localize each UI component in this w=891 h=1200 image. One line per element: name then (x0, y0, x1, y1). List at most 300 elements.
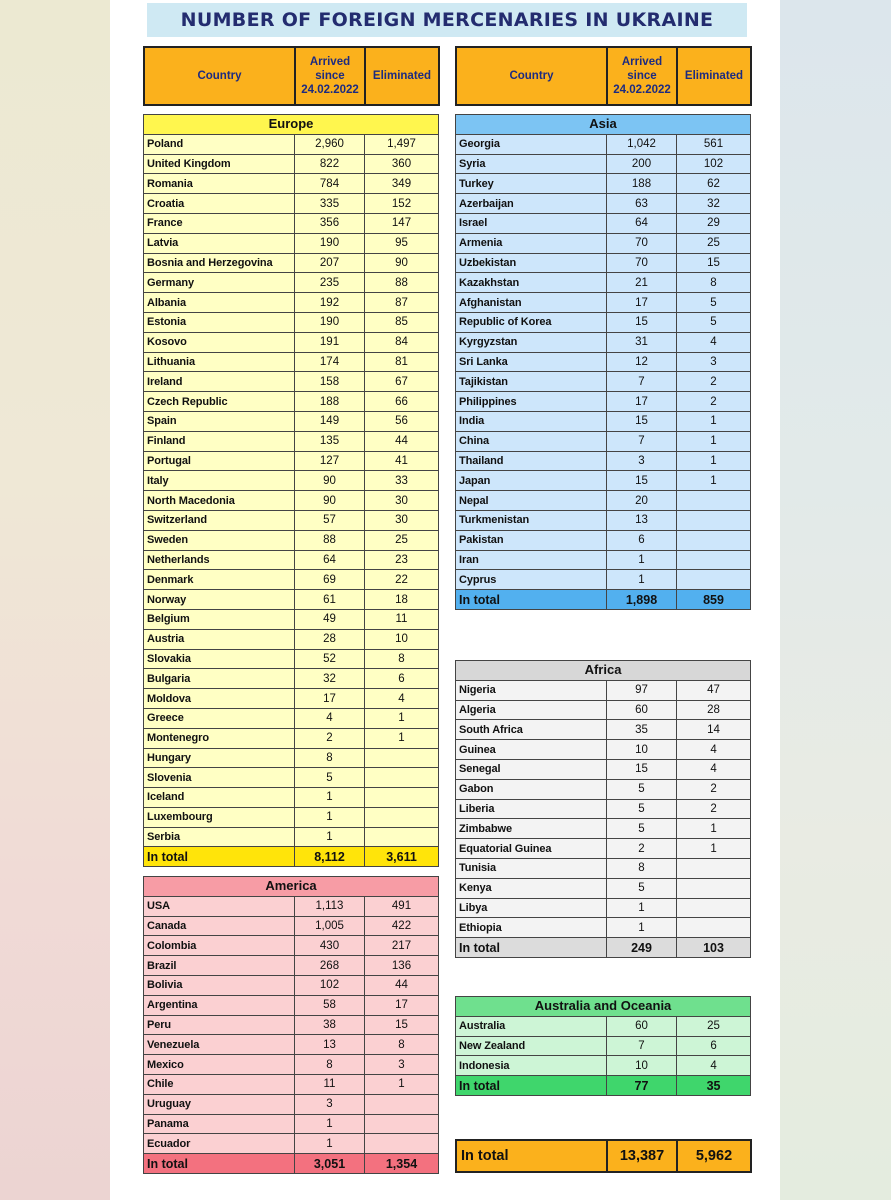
country-cell: Italy (144, 471, 295, 491)
table-row (456, 819, 751, 839)
arrived-cell: 15 (607, 411, 677, 431)
table-row (456, 273, 751, 293)
arrived-cell: 61 (295, 590, 365, 610)
country-cell: Georgia (456, 134, 607, 154)
eliminated-cell: 81 (365, 352, 439, 372)
eliminated-cell: 11 (365, 609, 439, 629)
table-row (144, 1015, 439, 1035)
total-label: In total (144, 1154, 295, 1174)
table-row (456, 392, 751, 412)
table-row (456, 700, 751, 720)
header-eliminated: Eliminated (677, 47, 751, 105)
arrived-cell: 268 (295, 956, 365, 976)
country-cell: Tunisia (456, 858, 607, 878)
africa-region-header (456, 661, 751, 681)
arrived-cell: 5 (607, 819, 677, 839)
table-row (456, 510, 751, 530)
eliminated-cell: 4 (677, 759, 751, 779)
arrived-cell: 3 (607, 451, 677, 471)
table-row (144, 154, 439, 174)
country-cell: Uzbekistan (456, 253, 607, 273)
table-row (144, 194, 439, 214)
country-cell: Croatia (144, 194, 295, 214)
arrived-cell: 188 (295, 392, 365, 412)
background-right-blur (780, 0, 891, 1200)
arrived-cell: 20 (607, 491, 677, 511)
table-row (456, 740, 751, 760)
region-name: America (144, 877, 439, 897)
table-row (144, 491, 439, 511)
country-cell: Armenia (456, 233, 607, 253)
country-cell: Norway (144, 590, 295, 610)
eliminated-cell: 10 (365, 629, 439, 649)
europe-table (143, 114, 439, 867)
eliminated-cell: 23 (365, 550, 439, 570)
oceania-region-header (456, 997, 751, 1017)
country-cell: Azerbaijan (456, 194, 607, 214)
arrived-cell: 190 (295, 312, 365, 332)
arrived-cell: 158 (295, 372, 365, 392)
country-cell: Australia (456, 1016, 607, 1036)
table-row (144, 213, 439, 233)
america-table (143, 876, 439, 1174)
country-cell: Latvia (144, 233, 295, 253)
arrived-cell: 5 (607, 878, 677, 898)
country-cell: North Macedonia (144, 491, 295, 511)
header-arrived-line1: Arrived (309, 56, 351, 68)
country-cell: Afghanistan (456, 293, 607, 313)
arrived-cell: 97 (607, 680, 677, 700)
eliminated-cell: 1 (677, 819, 751, 839)
eliminated-cell: 349 (365, 174, 439, 194)
country-cell: Nepal (456, 491, 607, 511)
table-row (144, 372, 439, 392)
arrived-cell: 17 (607, 293, 677, 313)
country-cell: Slovenia (144, 768, 295, 788)
africa-table (455, 660, 751, 958)
country-cell: Algeria (456, 700, 607, 720)
arrived-cell: 7 (607, 372, 677, 392)
country-cell: Colombia (144, 936, 295, 956)
region-name: Europe (144, 115, 439, 135)
country-cell: South Africa (456, 720, 607, 740)
eliminated-cell (677, 550, 751, 570)
eliminated-cell: 87 (365, 293, 439, 313)
table-row (144, 411, 439, 431)
country-cell: Uruguay (144, 1094, 295, 1114)
table-row (144, 570, 439, 590)
asia-region-header (456, 115, 751, 135)
country-cell: United Kingdom (144, 154, 295, 174)
eliminated-cell: 8 (365, 1035, 439, 1055)
grand-total-row (456, 1140, 751, 1172)
table-row (144, 1114, 439, 1134)
arrived-cell: 1 (607, 550, 677, 570)
arrived-cell: 102 (295, 975, 365, 995)
country-cell: Greece (144, 708, 295, 728)
table-row (144, 431, 439, 451)
arrived-cell: 31 (607, 332, 677, 352)
arrived-cell: 57 (295, 510, 365, 530)
table-row (144, 332, 439, 352)
arrived-cell: 1,113 (295, 896, 365, 916)
total-eliminated: 103 (677, 938, 751, 958)
eliminated-cell: 2 (677, 779, 751, 799)
table-row (456, 759, 751, 779)
total-label: In total (456, 590, 607, 610)
eliminated-cell: 25 (365, 530, 439, 550)
country-cell: Denmark (144, 570, 295, 590)
arrived-cell: 60 (607, 1016, 677, 1036)
arrived-cell: 15 (607, 312, 677, 332)
eliminated-cell: 102 (677, 154, 751, 174)
arrived-cell: 69 (295, 570, 365, 590)
eliminated-cell (365, 1134, 439, 1154)
table-row (144, 995, 439, 1015)
country-cell: Peru (144, 1015, 295, 1035)
table-row (144, 312, 439, 332)
table-row (144, 728, 439, 748)
eliminated-cell: 44 (365, 975, 439, 995)
country-cell: Tajikistan (456, 372, 607, 392)
eliminated-cell: 17 (365, 995, 439, 1015)
eliminated-cell: 5 (677, 312, 751, 332)
table-row (144, 956, 439, 976)
header-arrived-line3: 24.02.2022 (301, 84, 359, 96)
arrived-cell: 58 (295, 995, 365, 1015)
arrived-cell: 1 (295, 788, 365, 808)
table-row (456, 253, 751, 273)
country-cell: Chile (144, 1074, 295, 1094)
eliminated-cell (677, 570, 751, 590)
table-row (456, 194, 751, 214)
eliminated-cell: 217 (365, 936, 439, 956)
table-row (456, 233, 751, 253)
arrived-cell: 4 (295, 708, 365, 728)
header-arrived-line1: Arrived (621, 56, 663, 68)
arrived-cell: 17 (607, 392, 677, 412)
eliminated-cell (677, 878, 751, 898)
table-row (456, 293, 751, 313)
table-row (456, 720, 751, 740)
country-cell: Estonia (144, 312, 295, 332)
total-label: In total (456, 1076, 607, 1096)
table-row (144, 293, 439, 313)
table-row (144, 669, 439, 689)
eliminated-cell: 22 (365, 570, 439, 590)
eliminated-cell: 84 (365, 332, 439, 352)
eliminated-cell: 66 (365, 392, 439, 412)
eliminated-cell: 1,497 (365, 134, 439, 154)
arrived-cell: 49 (295, 609, 365, 629)
arrived-cell: 174 (295, 352, 365, 372)
arrived-cell: 8 (295, 1055, 365, 1075)
country-cell: Guinea (456, 740, 607, 760)
arrived-cell: 7 (607, 1036, 677, 1056)
title-banner (147, 3, 747, 37)
table-row (144, 768, 439, 788)
eliminated-cell: 1 (365, 728, 439, 748)
table-row (456, 918, 751, 938)
eliminated-cell: 4 (365, 689, 439, 709)
total-eliminated: 35 (677, 1076, 751, 1096)
arrived-cell: 88 (295, 530, 365, 550)
background-left-blur (0, 0, 110, 1200)
country-cell: Zimbabwe (456, 819, 607, 839)
arrived-cell: 90 (295, 491, 365, 511)
country-cell: Ecuador (144, 1134, 295, 1154)
table-row (144, 530, 439, 550)
eliminated-cell: 152 (365, 194, 439, 214)
country-cell: Venezuela (144, 1035, 295, 1055)
country-cell: Kenya (456, 878, 607, 898)
total-label: In total (456, 938, 607, 958)
table-row (456, 332, 751, 352)
table-row (456, 550, 751, 570)
eliminated-cell (365, 807, 439, 827)
table-row (456, 431, 751, 451)
eliminated-cell: 25 (677, 1016, 751, 1036)
arrived-cell: 135 (295, 431, 365, 451)
country-cell: Poland (144, 134, 295, 154)
table-row (144, 708, 439, 728)
table-row (456, 530, 751, 550)
arrived-cell: 1 (295, 1114, 365, 1134)
country-cell: China (456, 431, 607, 451)
table-row (456, 858, 751, 878)
arrived-cell: 200 (607, 154, 677, 174)
table-row (456, 779, 751, 799)
table-row (144, 827, 439, 847)
total-arrived: 249 (607, 938, 677, 958)
header-country: Country (456, 47, 607, 105)
eliminated-cell: 3 (365, 1055, 439, 1075)
eliminated-cell: 6 (365, 669, 439, 689)
country-cell: Canada (144, 916, 295, 936)
arrived-cell: 192 (295, 293, 365, 313)
eliminated-cell: 28 (677, 700, 751, 720)
eliminated-cell: 561 (677, 134, 751, 154)
table-row (456, 411, 751, 431)
total-arrived: 77 (607, 1076, 677, 1096)
table-row (456, 570, 751, 590)
grand-total-label: In total (456, 1140, 607, 1172)
total-label: In total (144, 847, 295, 867)
eliminated-cell: 136 (365, 956, 439, 976)
eliminated-cell (677, 898, 751, 918)
table-row (144, 689, 439, 709)
left-column-header (143, 46, 440, 106)
africa-total-row (456, 938, 751, 958)
eliminated-cell: 56 (365, 411, 439, 431)
table-row (456, 312, 751, 332)
country-cell: Bolivia (144, 975, 295, 995)
eliminated-cell: 85 (365, 312, 439, 332)
oceania-total-row (456, 1076, 751, 1096)
table-row (456, 878, 751, 898)
country-cell: Israel (456, 213, 607, 233)
country-cell: Moldova (144, 689, 295, 709)
eliminated-cell (677, 510, 751, 530)
arrived-cell: 38 (295, 1015, 365, 1035)
arrived-cell: 356 (295, 213, 365, 233)
country-cell: Equatorial Guinea (456, 839, 607, 859)
header-country: Country (144, 47, 295, 105)
country-cell: Lithuania (144, 352, 295, 372)
eliminated-cell (365, 1094, 439, 1114)
table-row (456, 134, 751, 154)
country-cell: Iran (456, 550, 607, 570)
arrived-cell: 2,960 (295, 134, 365, 154)
grand-total-table (455, 1139, 752, 1173)
table-row (144, 936, 439, 956)
table-row (144, 273, 439, 293)
header-arrived-line3: 24.02.2022 (613, 84, 671, 96)
table-row (456, 898, 751, 918)
arrived-cell: 784 (295, 174, 365, 194)
country-cell: Turkmenistan (456, 510, 607, 530)
table-row (456, 352, 751, 372)
eliminated-cell: 32 (677, 194, 751, 214)
table-row (144, 1094, 439, 1114)
country-cell: Luxembourg (144, 807, 295, 827)
table-row (144, 550, 439, 570)
arrived-cell: 3 (295, 1094, 365, 1114)
header-arrived-line2: since (627, 70, 657, 82)
header-arrived (607, 47, 677, 105)
country-cell: Libya (456, 898, 607, 918)
america-total-row (144, 1154, 439, 1174)
country-cell: Pakistan (456, 530, 607, 550)
eliminated-cell (365, 1114, 439, 1134)
arrived-cell: 5 (607, 799, 677, 819)
arrived-cell: 5 (295, 768, 365, 788)
country-cell: Serbia (144, 827, 295, 847)
table-row (144, 392, 439, 412)
total-arrived: 1,898 (607, 590, 677, 610)
table-row (144, 134, 439, 154)
eliminated-cell: 1 (677, 451, 751, 471)
arrived-cell: 1 (295, 827, 365, 847)
total-arrived: 8,112 (295, 847, 365, 867)
country-cell: Romania (144, 174, 295, 194)
eliminated-cell: 67 (365, 372, 439, 392)
arrived-cell: 2 (295, 728, 365, 748)
eliminated-cell: 422 (365, 916, 439, 936)
arrived-cell: 12 (607, 352, 677, 372)
country-cell: Germany (144, 273, 295, 293)
eliminated-cell: 30 (365, 510, 439, 530)
grand-total-arrived: 13,387 (607, 1140, 677, 1172)
arrived-cell: 7 (607, 431, 677, 451)
eliminated-cell: 29 (677, 213, 751, 233)
eliminated-cell: 30 (365, 491, 439, 511)
eliminated-cell: 62 (677, 174, 751, 194)
country-cell: Spain (144, 411, 295, 431)
country-cell: Albania (144, 293, 295, 313)
table-row (144, 609, 439, 629)
country-cell: Slovakia (144, 649, 295, 669)
table-row (456, 372, 751, 392)
eliminated-cell: 2 (677, 799, 751, 819)
country-cell: Senegal (456, 759, 607, 779)
header-arrived (295, 47, 365, 105)
oceania-table (455, 996, 751, 1096)
eliminated-cell: 1 (677, 471, 751, 491)
country-cell: Kyrgyzstan (456, 332, 607, 352)
total-eliminated: 1,354 (365, 1154, 439, 1174)
table-row (144, 807, 439, 827)
table-row (144, 451, 439, 471)
arrived-cell: 8 (607, 858, 677, 878)
arrived-cell: 17 (295, 689, 365, 709)
table-row (456, 471, 751, 491)
arrived-cell: 1,005 (295, 916, 365, 936)
arrived-cell: 1 (607, 570, 677, 590)
eliminated-cell (677, 918, 751, 938)
eliminated-cell: 95 (365, 233, 439, 253)
table-row (144, 510, 439, 530)
arrived-cell: 190 (295, 233, 365, 253)
table-row (144, 590, 439, 610)
arrived-cell: 70 (607, 253, 677, 273)
eliminated-cell: 360 (365, 154, 439, 174)
country-cell: Syria (456, 154, 607, 174)
eliminated-cell: 2 (677, 392, 751, 412)
eliminated-cell (365, 827, 439, 847)
eliminated-cell: 2 (677, 372, 751, 392)
country-cell: Bosnia and Herzegovina (144, 253, 295, 273)
arrived-cell: 60 (607, 700, 677, 720)
eliminated-cell: 88 (365, 273, 439, 293)
europe-total-row (144, 847, 439, 867)
table-row (456, 680, 751, 700)
table-row (144, 649, 439, 669)
country-cell: Hungary (144, 748, 295, 768)
europe-region-header (144, 115, 439, 135)
country-cell: Montenegro (144, 728, 295, 748)
table-row (456, 799, 751, 819)
country-cell: Japan (456, 471, 607, 491)
eliminated-cell: 147 (365, 213, 439, 233)
eliminated-cell: 1 (677, 431, 751, 451)
country-cell: Republic of Korea (456, 312, 607, 332)
eliminated-cell (677, 530, 751, 550)
table-row (144, 748, 439, 768)
country-cell: Philippines (456, 392, 607, 412)
country-cell: Nigeria (456, 680, 607, 700)
country-cell: Bulgaria (144, 669, 295, 689)
country-cell: Mexico (144, 1055, 295, 1075)
eliminated-cell: 4 (677, 332, 751, 352)
country-cell: Switzerland (144, 510, 295, 530)
country-cell: France (144, 213, 295, 233)
eliminated-cell: 41 (365, 451, 439, 471)
country-cell: Netherlands (144, 550, 295, 570)
eliminated-cell: 1 (677, 839, 751, 859)
table-row (456, 1056, 751, 1076)
country-cell: Cyprus (456, 570, 607, 590)
eliminated-cell: 491 (365, 896, 439, 916)
country-cell: Brazil (144, 956, 295, 976)
region-name: Africa (456, 661, 751, 681)
region-name: Australia and Oceania (456, 997, 751, 1017)
arrived-cell: 188 (607, 174, 677, 194)
table-row (144, 916, 439, 936)
country-cell: Belgium (144, 609, 295, 629)
arrived-cell: 15 (607, 471, 677, 491)
arrived-cell: 6 (607, 530, 677, 550)
